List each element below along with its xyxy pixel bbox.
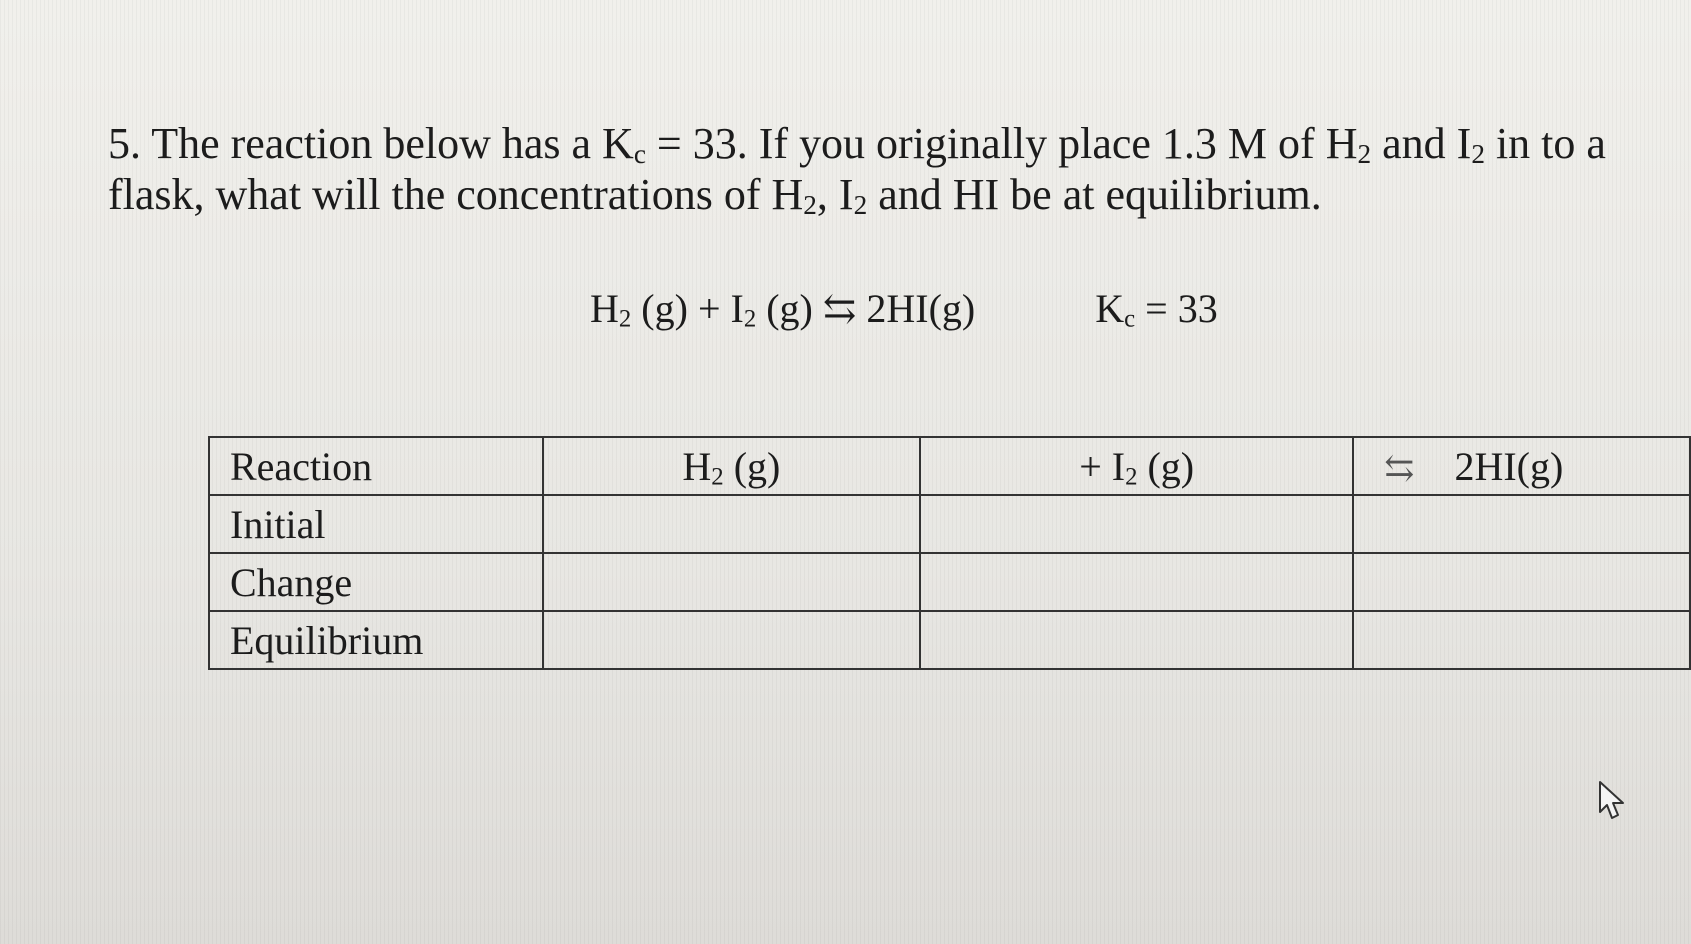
table-row [209,553,1690,611]
equilibrium-arrow: ⇆ [812,286,867,331]
question-line-2: flask, what will the concentrations of $H_2$, $I_2$ and HI be at equilibrium. [108,170,1322,220]
equilibrium-h2-cell[interactable] [543,611,920,669]
header-reaction: Reaction [209,437,543,495]
table-row [209,611,1690,669]
mouse-cursor-icon [1597,780,1629,822]
equilibrium-arrow-icon: ⇆ [1384,447,1415,488]
row-label-initial: Initial [209,495,543,553]
change-i2-cell[interactable] [920,553,1353,611]
ice-table [208,436,1691,670]
initial-i2-cell[interactable] [920,495,1353,553]
header-hi: ⇆ 2HI(g) [1353,437,1690,495]
change-h2-cell[interactable] [543,553,920,611]
question-line-1: 5. The reaction below has a $K_c = 33$. If you originally place 1.3 M of $H_2$ and $I_2$ in to a [108,119,1606,169]
ice-table-header-row [209,437,1690,495]
row-label-change: Change [209,553,543,611]
initial-hi-cell[interactable] [1353,495,1690,553]
reaction-equation: $H_2$ $(g) + I_2$ (g) ⇆ 2HI(g) $K_c = 33$ [590,286,1218,333]
question-text [108,118,1668,220]
equilibrium-constant: $K_c = 33$ [1095,286,1218,333]
question-number: 5. [108,119,141,168]
header-h2: $H_2$ (g) [543,437,920,495]
equilibrium-hi-cell[interactable] [1353,611,1690,669]
row-label-equilibrium: Equilibrium [209,611,543,669]
table-row [209,495,1690,553]
equilibrium-i2-cell[interactable] [920,611,1353,669]
header-i2: + $I_2$ (g) [920,437,1353,495]
change-hi-cell[interactable] [1353,553,1690,611]
initial-h2-cell[interactable] [543,495,920,553]
